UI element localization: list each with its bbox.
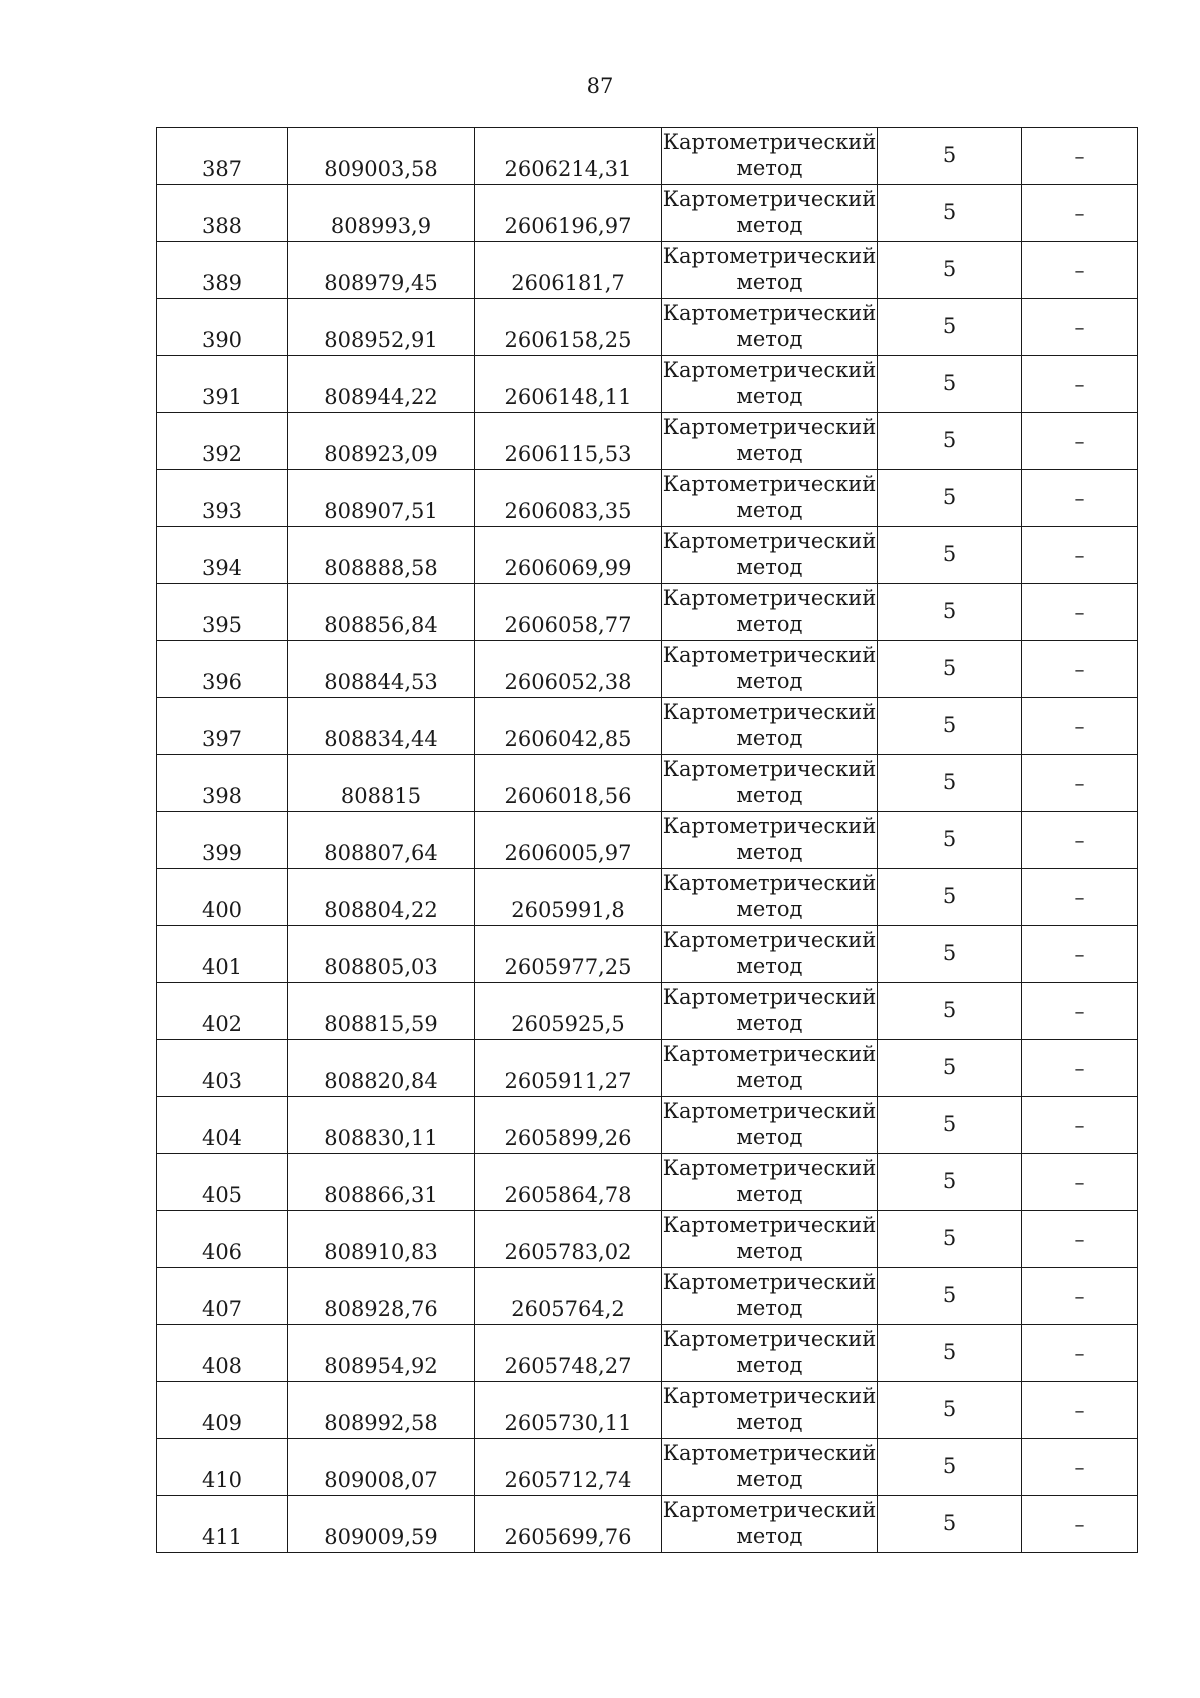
- x-coordinate-cell: 808815: [288, 755, 475, 812]
- point-number-cell: 404: [157, 1097, 288, 1154]
- method-line-1: Картометрический: [662, 1270, 877, 1295]
- accuracy-cell: 5: [878, 1268, 1022, 1325]
- method-line-2: метод: [736, 327, 803, 351]
- method-line-1: Картометрический: [662, 358, 877, 383]
- point-number-cell: 408: [157, 1325, 288, 1382]
- method-line-1: Картометрический: [662, 1441, 877, 1466]
- accuracy-cell: 5: [878, 242, 1022, 299]
- coordinates-table: [156, 127, 1138, 1553]
- note-cell: –: [1022, 926, 1138, 983]
- method-line-2: метод: [736, 498, 803, 522]
- point-number-cell: 394: [157, 527, 288, 584]
- method-cell: [662, 242, 878, 299]
- accuracy-cell: 5: [878, 356, 1022, 413]
- method-line-1: Картометрический: [662, 130, 877, 155]
- y-coordinate-cell: 2606052,38: [475, 641, 662, 698]
- note-cell: –: [1022, 413, 1138, 470]
- note-cell: –: [1022, 1097, 1138, 1154]
- method-cell: [662, 1097, 878, 1154]
- note-cell: –: [1022, 242, 1138, 299]
- y-coordinate-cell: 2606005,97: [475, 812, 662, 869]
- method-cell: [662, 1040, 878, 1097]
- accuracy-cell: 5: [878, 527, 1022, 584]
- x-coordinate-cell: 808952,91: [288, 299, 475, 356]
- method-line-2: метод: [736, 669, 803, 693]
- method-line-1: Картометрический: [662, 415, 877, 440]
- accuracy-cell: 5: [878, 128, 1022, 185]
- method-cell: [662, 812, 878, 869]
- accuracy-cell: 5: [878, 1382, 1022, 1439]
- x-coordinate-cell: 808856,84: [288, 584, 475, 641]
- table-row: [157, 356, 1138, 413]
- table-row: [157, 926, 1138, 983]
- x-coordinate-cell: 808805,03: [288, 926, 475, 983]
- y-coordinate-cell: 2606158,25: [475, 299, 662, 356]
- x-coordinate-cell: 808844,53: [288, 641, 475, 698]
- method-line-2: метод: [736, 1467, 803, 1491]
- x-coordinate-cell: 808820,84: [288, 1040, 475, 1097]
- table-row: [157, 128, 1138, 185]
- x-coordinate-cell: 809009,59: [288, 1496, 475, 1553]
- method-line-2: метод: [736, 783, 803, 807]
- point-number-cell: 399: [157, 812, 288, 869]
- y-coordinate-cell: 2605783,02: [475, 1211, 662, 1268]
- table-row: [157, 983, 1138, 1040]
- method-line-2: метод: [736, 612, 803, 636]
- table-row: [157, 185, 1138, 242]
- y-coordinate-cell: 2605911,27: [475, 1040, 662, 1097]
- x-coordinate-cell: 808888,58: [288, 527, 475, 584]
- x-coordinate-cell: 808910,83: [288, 1211, 475, 1268]
- accuracy-cell: 5: [878, 698, 1022, 755]
- y-coordinate-cell: 2605730,11: [475, 1382, 662, 1439]
- method-cell: [662, 1211, 878, 1268]
- method-line-1: Картометрический: [662, 586, 877, 611]
- x-coordinate-cell: 808834,44: [288, 698, 475, 755]
- x-coordinate-cell: 808907,51: [288, 470, 475, 527]
- table-row: [157, 413, 1138, 470]
- method-cell: [662, 584, 878, 641]
- table-row: [157, 1268, 1138, 1325]
- x-coordinate-cell: 808992,58: [288, 1382, 475, 1439]
- note-cell: –: [1022, 1382, 1138, 1439]
- table-row: [157, 1325, 1138, 1382]
- y-coordinate-cell: 2605977,25: [475, 926, 662, 983]
- method-line-1: Картометрический: [662, 1156, 877, 1181]
- method-cell: [662, 470, 878, 527]
- point-number-cell: 387: [157, 128, 288, 185]
- x-coordinate-cell: 808979,45: [288, 242, 475, 299]
- method-cell: [662, 413, 878, 470]
- table-row: [157, 698, 1138, 755]
- y-coordinate-cell: 2606058,77: [475, 584, 662, 641]
- note-cell: –: [1022, 1325, 1138, 1382]
- note-cell: –: [1022, 1211, 1138, 1268]
- method-cell: [662, 128, 878, 185]
- y-coordinate-cell: 2606069,99: [475, 527, 662, 584]
- page-number: 87: [586, 74, 614, 98]
- method-line-1: Картометрический: [662, 1213, 877, 1238]
- x-coordinate-cell: 808928,76: [288, 1268, 475, 1325]
- method-cell: [662, 869, 878, 926]
- table-row: [157, 755, 1138, 812]
- point-number-cell: 401: [157, 926, 288, 983]
- note-cell: –: [1022, 641, 1138, 698]
- point-number-cell: 389: [157, 242, 288, 299]
- method-line-2: метод: [736, 270, 803, 294]
- method-line-2: метод: [736, 1011, 803, 1035]
- y-coordinate-cell: 2606148,11: [475, 356, 662, 413]
- point-number-cell: 405: [157, 1154, 288, 1211]
- method-line-1: Картометрический: [662, 1099, 877, 1124]
- method-line-1: Картометрический: [662, 301, 877, 326]
- method-cell: [662, 185, 878, 242]
- method-line-2: метод: [736, 1125, 803, 1149]
- accuracy-cell: 5: [878, 1097, 1022, 1154]
- table-row: [157, 641, 1138, 698]
- x-coordinate-cell: 809008,07: [288, 1439, 475, 1496]
- note-cell: –: [1022, 1268, 1138, 1325]
- method-cell: [662, 755, 878, 812]
- y-coordinate-cell: 2606083,35: [475, 470, 662, 527]
- x-coordinate-cell: 808830,11: [288, 1097, 475, 1154]
- table-row: [157, 1439, 1138, 1496]
- x-coordinate-cell: 808923,09: [288, 413, 475, 470]
- table-row: [157, 1040, 1138, 1097]
- method-line-1: Картометрический: [662, 928, 877, 953]
- point-number-cell: 396: [157, 641, 288, 698]
- method-line-2: метод: [736, 840, 803, 864]
- point-number-cell: 409: [157, 1382, 288, 1439]
- method-line-1: Картометрический: [662, 814, 877, 839]
- method-cell: [662, 983, 878, 1040]
- point-number-cell: 395: [157, 584, 288, 641]
- y-coordinate-cell: 2605991,8: [475, 869, 662, 926]
- accuracy-cell: 5: [878, 413, 1022, 470]
- y-coordinate-cell: 2605712,74: [475, 1439, 662, 1496]
- method-cell: [662, 926, 878, 983]
- method-line-2: метод: [736, 897, 803, 921]
- method-line-2: метод: [736, 1353, 803, 1377]
- x-coordinate-cell: 808944,22: [288, 356, 475, 413]
- table-row: [157, 242, 1138, 299]
- method-line-2: метод: [736, 384, 803, 408]
- point-number-cell: 403: [157, 1040, 288, 1097]
- method-cell: [662, 356, 878, 413]
- point-number-cell: 400: [157, 869, 288, 926]
- table-row: [157, 1382, 1138, 1439]
- accuracy-cell: 5: [878, 755, 1022, 812]
- y-coordinate-cell: 2605699,76: [475, 1496, 662, 1553]
- method-cell: [662, 527, 878, 584]
- method-line-1: Картометрический: [662, 472, 877, 497]
- table-body: [157, 128, 1138, 1553]
- accuracy-cell: 5: [878, 926, 1022, 983]
- point-number-cell: 390: [157, 299, 288, 356]
- note-cell: –: [1022, 755, 1138, 812]
- accuracy-cell: 5: [878, 584, 1022, 641]
- note-cell: –: [1022, 1439, 1138, 1496]
- note-cell: –: [1022, 128, 1138, 185]
- accuracy-cell: 5: [878, 869, 1022, 926]
- accuracy-cell: 5: [878, 299, 1022, 356]
- table-row: [157, 584, 1138, 641]
- point-number-cell: 398: [157, 755, 288, 812]
- y-coordinate-cell: 2606196,97: [475, 185, 662, 242]
- method-cell: [662, 299, 878, 356]
- method-line-1: Картометрический: [662, 757, 877, 782]
- method-line-1: Картометрический: [662, 1498, 877, 1523]
- method-line-2: метод: [736, 1068, 803, 1092]
- note-cell: –: [1022, 698, 1138, 755]
- y-coordinate-cell: 2605764,2: [475, 1268, 662, 1325]
- table-row: [157, 299, 1138, 356]
- point-number-cell: 393: [157, 470, 288, 527]
- accuracy-cell: 5: [878, 983, 1022, 1040]
- x-coordinate-cell: 808807,64: [288, 812, 475, 869]
- method-cell: [662, 698, 878, 755]
- method-line-1: Картометрический: [662, 1327, 877, 1352]
- note-cell: –: [1022, 869, 1138, 926]
- y-coordinate-cell: 2605899,26: [475, 1097, 662, 1154]
- accuracy-cell: 5: [878, 1154, 1022, 1211]
- method-line-2: метод: [736, 441, 803, 465]
- accuracy-cell: 5: [878, 1040, 1022, 1097]
- table-row: [157, 1211, 1138, 1268]
- method-line-2: метод: [736, 555, 803, 579]
- method-line-1: Картометрический: [662, 1384, 877, 1409]
- method-line-1: Картометрический: [662, 529, 877, 554]
- method-cell: [662, 1382, 878, 1439]
- x-coordinate-cell: 808866,31: [288, 1154, 475, 1211]
- x-coordinate-cell: 809003,58: [288, 128, 475, 185]
- note-cell: –: [1022, 1154, 1138, 1211]
- note-cell: –: [1022, 527, 1138, 584]
- x-coordinate-cell: 808993,9: [288, 185, 475, 242]
- method-line-1: Картометрический: [662, 244, 877, 269]
- accuracy-cell: 5: [878, 1325, 1022, 1382]
- method-cell: [662, 1268, 878, 1325]
- accuracy-cell: 5: [878, 1211, 1022, 1268]
- point-number-cell: 392: [157, 413, 288, 470]
- method-line-1: Картометрический: [662, 1042, 877, 1067]
- method-cell: [662, 1325, 878, 1382]
- y-coordinate-cell: 2605864,78: [475, 1154, 662, 1211]
- method-line-2: метод: [736, 213, 803, 237]
- point-number-cell: 402: [157, 983, 288, 1040]
- x-coordinate-cell: 808804,22: [288, 869, 475, 926]
- method-line-2: метод: [736, 1410, 803, 1434]
- note-cell: –: [1022, 983, 1138, 1040]
- y-coordinate-cell: 2606042,85: [475, 698, 662, 755]
- point-number-cell: 407: [157, 1268, 288, 1325]
- accuracy-cell: 5: [878, 1439, 1022, 1496]
- table-row: [157, 470, 1138, 527]
- method-line-1: Картометрический: [662, 985, 877, 1010]
- note-cell: –: [1022, 470, 1138, 527]
- method-line-1: Картометрический: [662, 187, 877, 212]
- method-cell: [662, 1439, 878, 1496]
- method-cell: [662, 1496, 878, 1553]
- point-number-cell: 397: [157, 698, 288, 755]
- note-cell: –: [1022, 299, 1138, 356]
- accuracy-cell: 5: [878, 812, 1022, 869]
- method-cell: [662, 641, 878, 698]
- y-coordinate-cell: 2605748,27: [475, 1325, 662, 1382]
- y-coordinate-cell: 2606214,31: [475, 128, 662, 185]
- point-number-cell: 406: [157, 1211, 288, 1268]
- table-row: [157, 1496, 1138, 1553]
- method-line-2: метод: [736, 1239, 803, 1263]
- method-cell: [662, 1154, 878, 1211]
- point-number-cell: 388: [157, 185, 288, 242]
- note-cell: –: [1022, 1040, 1138, 1097]
- method-line-1: Картометрический: [662, 700, 877, 725]
- point-number-cell: 411: [157, 1496, 288, 1553]
- method-line-1: Картометрический: [662, 643, 877, 668]
- method-line-2: метод: [736, 726, 803, 750]
- table-row: [157, 869, 1138, 926]
- note-cell: –: [1022, 812, 1138, 869]
- note-cell: –: [1022, 584, 1138, 641]
- accuracy-cell: 5: [878, 1496, 1022, 1553]
- table-row: [157, 1097, 1138, 1154]
- table-row: [157, 1154, 1138, 1211]
- method-line-2: метод: [736, 1296, 803, 1320]
- table-row: [157, 812, 1138, 869]
- table-row: [157, 527, 1138, 584]
- method-line-2: метод: [736, 954, 803, 978]
- note-cell: –: [1022, 356, 1138, 413]
- accuracy-cell: 5: [878, 641, 1022, 698]
- method-line-2: метод: [736, 1182, 803, 1206]
- point-number-cell: 410: [157, 1439, 288, 1496]
- note-cell: –: [1022, 185, 1138, 242]
- accuracy-cell: 5: [878, 470, 1022, 527]
- y-coordinate-cell: 2606115,53: [475, 413, 662, 470]
- x-coordinate-cell: 808815,59: [288, 983, 475, 1040]
- note-cell: –: [1022, 1496, 1138, 1553]
- y-coordinate-cell: 2606181,7: [475, 242, 662, 299]
- x-coordinate-cell: 808954,92: [288, 1325, 475, 1382]
- method-line-1: Картометрический: [662, 871, 877, 896]
- method-line-2: метод: [736, 1524, 803, 1548]
- y-coordinate-cell: 2605925,5: [475, 983, 662, 1040]
- point-number-cell: 391: [157, 356, 288, 413]
- method-line-2: метод: [736, 156, 803, 180]
- accuracy-cell: 5: [878, 185, 1022, 242]
- y-coordinate-cell: 2606018,56: [475, 755, 662, 812]
